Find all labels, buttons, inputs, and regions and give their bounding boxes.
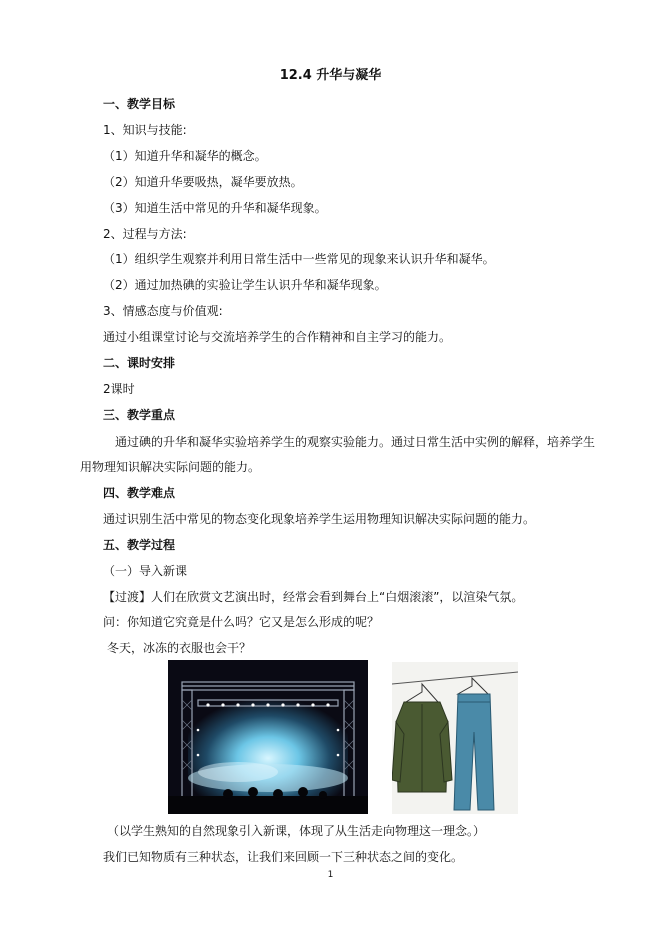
paragraph: （以学生熟知的自然现象引入新课，体现了从生活走向物理这一理念。）: [107, 824, 486, 838]
paragraph: 通过小组课堂讨论与交流培养学生的合作精神和自主学习的能力。: [103, 330, 452, 344]
section-heading-difficulties: 四、教学难点: [103, 486, 176, 500]
list-item: （1）知道升华和凝华的概念。: [103, 149, 267, 163]
section-heading-process: 五、教学过程: [103, 538, 176, 552]
stage-smoke-image: [168, 660, 368, 814]
section-heading-objectives: 一、教学目标: [103, 97, 176, 111]
list-item: （2）通过加热碘的实验让学生认识升华和凝华现象。: [103, 278, 387, 292]
paragraph: 通过碘的升华和凝华实验培养学生的观察实验能力。通过日常生活中实例的解释，培养学生: [115, 435, 596, 449]
list-item: （3）知道生活中常见的升华和凝华现象。: [103, 201, 327, 215]
list-item: （2）知道升华要吸热，凝华要放热。: [103, 175, 303, 189]
page-title: 12.4 升华与凝华: [279, 68, 382, 83]
section-heading-key-points: 三、教学重点: [103, 408, 176, 422]
subheading-process: 2、过程与方法:: [103, 227, 187, 241]
paragraph: 我们已知物质有三种状态，让我们来回顾一下三种状态之间的变化。: [103, 850, 464, 864]
paragraph: 通过识别生活中常见的物态变化现象培养学生运用物理知识解决实际问题的能力。: [103, 512, 536, 526]
subheading-intro: （一）导入新课: [103, 564, 188, 578]
section-heading-schedule: 二、课时安排: [103, 356, 176, 370]
subheading-knowledge: 1、知识与技能:: [103, 123, 187, 137]
paragraph: 问：你知道它究竟是什么吗？它又是怎么形成的呢？: [103, 615, 380, 629]
paragraph: 用物理知识解决实际问题的能力。: [80, 460, 261, 474]
paragraph: 冬天，冰冻的衣服也会干？: [107, 641, 252, 655]
frozen-clothes-image: [392, 662, 518, 814]
paragraph: 【过渡】人们在欣赏文艺演出时，经常会看到舞台上“白烟滚滚”，以渲染气氛。: [103, 590, 524, 604]
list-item: （1）组织学生观察并利用日常生活中一些常见的现象来认识升华和凝华。: [103, 252, 495, 266]
page-number: 1: [327, 870, 334, 880]
subheading-attitude: 3、情感态度与价值观:: [103, 304, 223, 318]
paragraph: 2课时: [103, 382, 135, 396]
